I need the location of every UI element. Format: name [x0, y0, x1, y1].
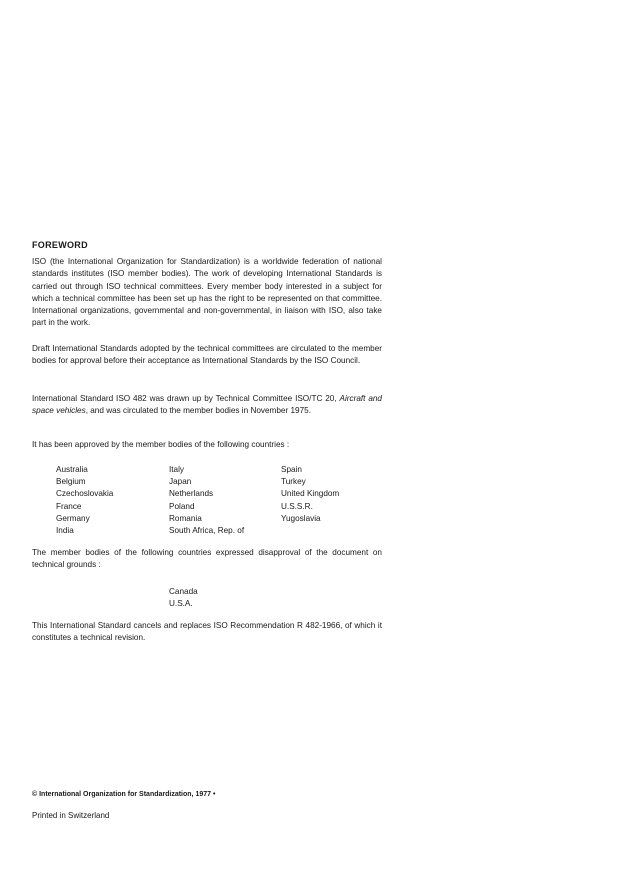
- paragraph-committee-part2: , and was circulated to the member bodies in November 1975.: [85, 406, 311, 416]
- countries-column-2: [169, 464, 244, 537]
- country-item: Poland: [169, 501, 195, 511]
- paragraph-approval: It has been approved by the member bodies of the following countries :: [32, 440, 290, 449]
- country-item: France: [56, 501, 82, 511]
- committee-title: Aircraft and space vehicles: [32, 394, 382, 416]
- country-item: Czechoslovakia: [56, 489, 114, 499]
- country-item: Yugoslavia: [281, 513, 321, 523]
- country-item: U.S.A.: [169, 599, 193, 609]
- country-item: Spain: [281, 465, 302, 474]
- country-item: Germany: [56, 513, 90, 523]
- paragraph-committee: [32, 393, 382, 418]
- paragraph-disapproval: The member bodies of the following countries expressed disapproval of the document on technical grounds :: [32, 548, 382, 570]
- country-item: India: [56, 526, 74, 536]
- country-item: Netherlands: [169, 489, 214, 499]
- paragraph-committee-part1: International Standard ISO 482 was drawn up by Technical Committee ISO/TC 20,: [32, 394, 340, 403]
- paragraph-cancels-replaces: This International Standard cancels and replaces ISO Recommendation R 482-1966, of which it constitutes a technical revision.: [32, 621, 382, 643]
- paragraph-draft-standards: Draft International Standards adopted by the technical committees are circulated to the member bodies for approval before their acceptance as International Standards by the ISO Council.: [32, 344, 382, 366]
- country-item: Turkey: [281, 477, 306, 487]
- country-item: United Kingdom: [281, 489, 340, 499]
- countries-column-3: [281, 464, 339, 525]
- country-item: Belgium: [56, 477, 86, 487]
- copyright-notice: © International Organization for Standardization, 1977 •: [32, 791, 216, 798]
- country-item: South Africa, Rep. of: [169, 526, 245, 536]
- country-item: Japan: [169, 477, 192, 487]
- country-item: Canada: [169, 587, 198, 596]
- country-item: Australia: [56, 465, 88, 474]
- disapproving-countries-list: [169, 586, 198, 610]
- country-item: Italy: [169, 465, 185, 474]
- country-item: Romania: [169, 513, 202, 523]
- countries-column-1: [56, 464, 113, 537]
- paragraph-iso-intro: ISO (the International Organization for Standardization) is a worldwide federation of national standards institutes (ISO member bodies). The work of developing International Standards is carried out through ISO technical committees. Every member body interested in a subject for which a technical committee has been set up has the right to be represented on that committee. International organizations, governmental and non-governmental, in liaison with ISO, also take part in the work.: [32, 257, 382, 328]
- printed-notice: Printed in Switzerland: [32, 811, 110, 820]
- foreword-heading: FOREWORD: [32, 240, 88, 250]
- country-item: U.S.S.R.: [281, 501, 313, 511]
- page-content: [32, 0, 382, 877]
